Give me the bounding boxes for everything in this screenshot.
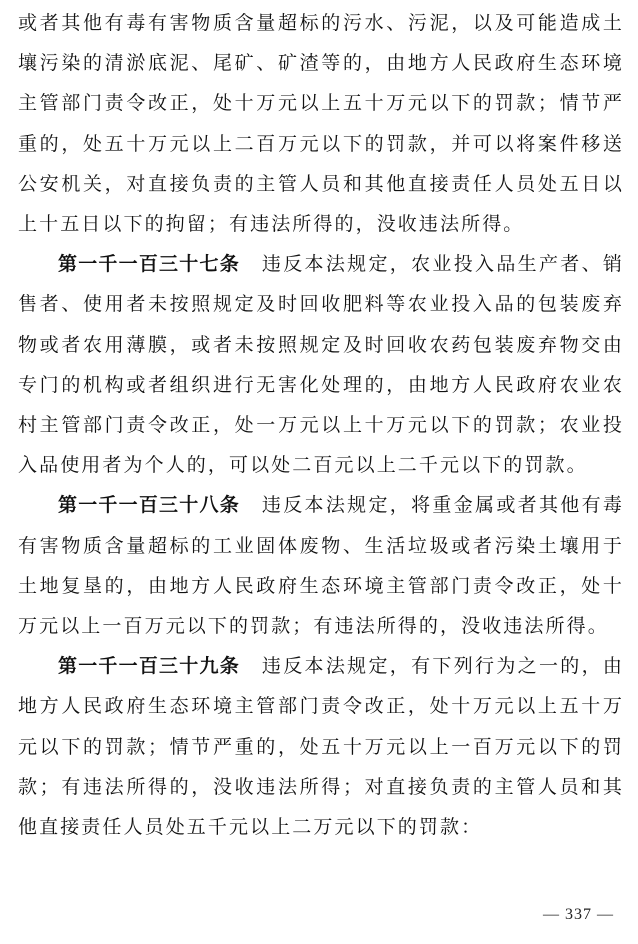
- paragraph-continuation: [18, 0, 624, 244]
- paragraph-text: 或者其他有毒有害物质含量超标的污水、污泥，以及可能造成土壤污染的清淤底泥、尾矿、矿渣等的，由地方人民政府生态环境主管部门责令改正，处十万元以上五十万元以下的罚款；情节严重的，处五十万元以上二百万元以下的罚款，并可以将案件移送公安机关，对直接负责的主管人员和其他直接责任人员处五日以上十五日以下的拘留；有违法所得的，没收违法所得。: [18, 12, 624, 236]
- page-number: — 337 —: [543, 906, 614, 923]
- document-page: [18, 0, 624, 847]
- article-1137: [18, 244, 624, 485]
- article-1139: [18, 646, 624, 847]
- paragraph-text: 违反本法规定，有下列行为之一的，由地方人民政府生态环境主管部门责令改正，处十万元以上五十万元以下的罚款；情节严重的，处五十万元以上一百万元以下的罚款；有违法所得的，没收违法所得；对直接负责的主管人员和其他直接责任人员处五千元以上二万元以下的罚款：: [18, 655, 624, 839]
- paragraph-text: 违反本法规定，农业投入品生产者、销售者、使用者未按照规定及时回收肥料等农业投入品的包装废弃物或者农用薄膜，或者未按照规定及时回收农药包装废弃物交由专门的机构或者组织进行无害化处理的，由地方人民政府农业农村主管部门责令改正，处一万元以上十万元以下的罚款；农业投入品使用者为个人的，可以处二百元以上二千元以下的罚款。: [18, 253, 624, 477]
- article-number: 第一千一百三十七条: [58, 253, 240, 276]
- article-number: 第一千一百三十八条: [58, 494, 240, 517]
- article-1138: [18, 485, 624, 646]
- paragraph-text: 违反本法规定，将重金属或者其他有毒有害物质含量超标的工业固体废物、生活垃圾或者污染土壤用于土地复垦的，由地方人民政府生态环境主管部门责令改正，处十万元以上一百万元以下的罚款；有违法所得的，没收违法所得。: [18, 494, 624, 638]
- article-number: 第一千一百三十九条: [58, 655, 240, 678]
